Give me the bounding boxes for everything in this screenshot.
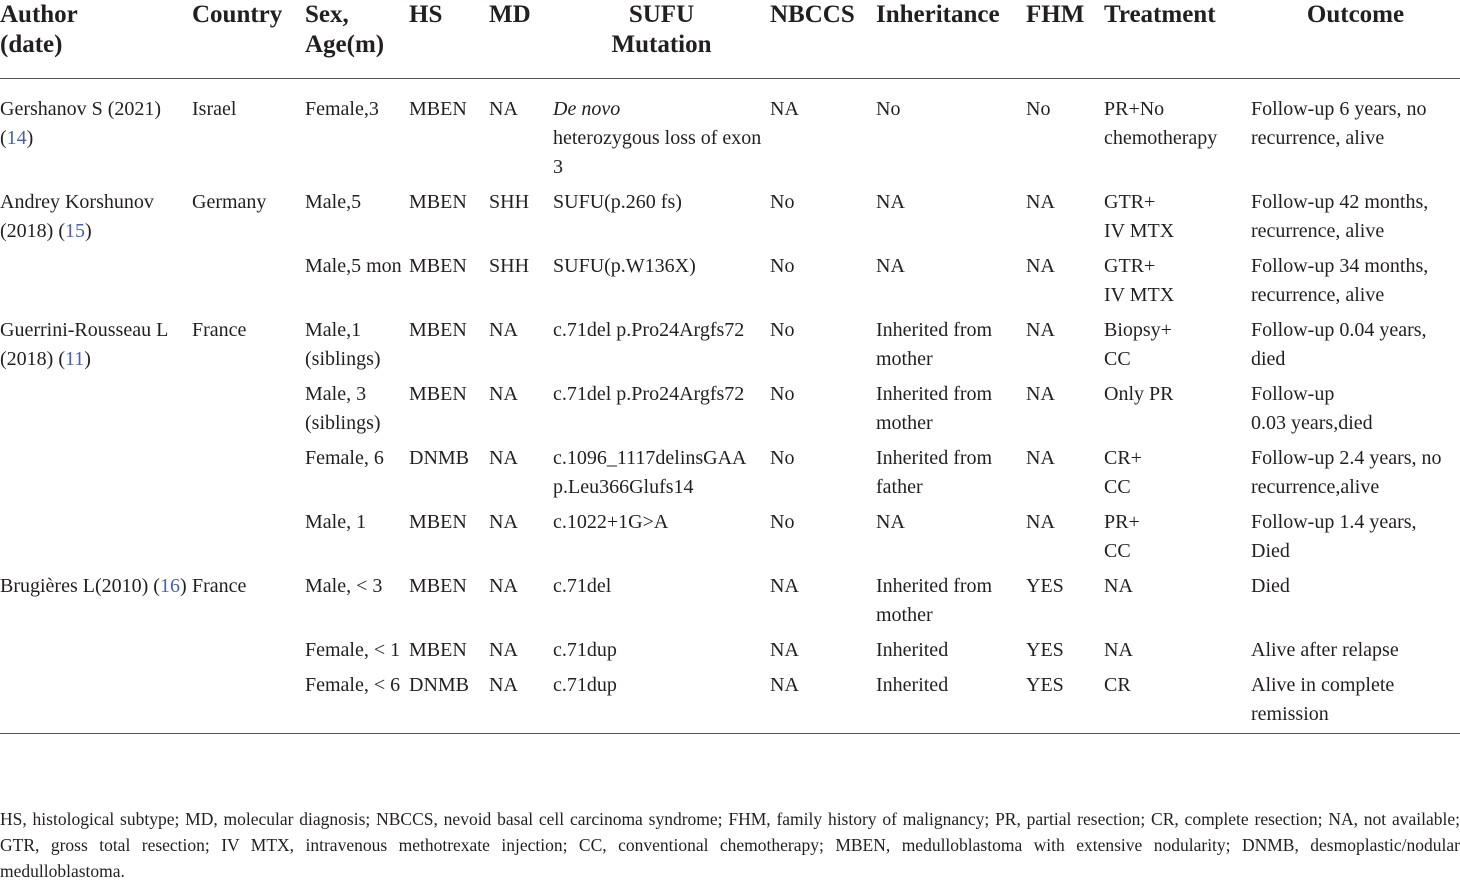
reference-link[interactable]: 15 (65, 220, 85, 242)
cell-sexage: Female,3 (305, 98, 379, 120)
cell-inheritance: Inherited (876, 674, 949, 696)
cell-md: NA (489, 511, 518, 533)
table-row (0, 182, 1460, 246)
cell-author (0, 665, 192, 734)
cell-sufu (553, 79, 770, 183)
cell-country: France (192, 319, 247, 341)
table-row (0, 246, 1460, 310)
cell-md: NA (489, 319, 518, 341)
cell-author: Gershanov S (2021) (14) (0, 98, 162, 149)
table-footnote: HS, histological subtype; MD, molecular diagnosis; NBCCS, nevoid basal cell carcinoma syndrome; FHM, family history of malignancy; PR, partial resection; CR, complete resection; NA, not available; GTR, gross total resection; IV MTX, intravenous methotrexate injection; CC, conventional chemotherapy; MBEN, medulloblastoma with extensive nodularity; DNMB, desmoplastic/nodular medulloblastoma. (0, 809, 1460, 881)
cell-nbccs: No (770, 319, 795, 341)
cell-sexage: Male, < 3 (305, 575, 383, 597)
cell-sexage: Male,5 mon (305, 255, 402, 277)
cell-nbccs: No (770, 447, 795, 469)
cell-sufu: c.1022+1G>A (553, 511, 669, 533)
cell-nbccs: NA (770, 98, 799, 120)
cell-nbccs: No (770, 255, 795, 277)
reference-link[interactable]: 14 (6, 127, 27, 149)
table-row (0, 630, 1460, 665)
header-treatment: Treatment (1104, 1, 1216, 28)
cell-md: NA (489, 383, 518, 405)
header-inheritance: Inheritance (876, 1, 1000, 28)
cell-sufu: c.1096_1117delinsGAA p.Leu366Glufs14 (553, 447, 747, 498)
cell-outcome: Follow-up 2.4 years, no recurrence,alive (1251, 447, 1442, 498)
table-row (0, 566, 1460, 630)
cell-fhm: NA (1026, 383, 1055, 405)
cell-hs: MBEN (409, 511, 467, 533)
header-country: Country (192, 1, 283, 28)
cell-outcome: Follow-up 34 months, recurrence, alive (1251, 255, 1429, 306)
cell-hs: MBEN (409, 191, 467, 213)
cell-treatment: Only PR (1104, 383, 1174, 405)
cell-outcome: Alive in complete remission (1251, 674, 1395, 725)
cell-hs: MBEN (409, 639, 467, 661)
cell-treatment: GTR+ IV MTX (1104, 255, 1175, 306)
cell-md: NA (489, 447, 518, 469)
cell-hs: MBEN (409, 98, 467, 120)
cell-country (192, 246, 305, 310)
cell-fhm: YES (1026, 674, 1064, 696)
cell-country (192, 502, 305, 566)
cell-inheritance: Inherited (876, 639, 949, 661)
cell-outcome: Follow-up 6 years, no recurrence, alive (1251, 98, 1427, 149)
cell-nbccs: No (770, 511, 795, 533)
header-sexage: Sex, Age(m) (305, 1, 385, 58)
cell-treatment: CR+ CC (1104, 447, 1142, 498)
cell-treatment: PR+ CC (1104, 511, 1140, 562)
cell-country: Israel (192, 98, 237, 120)
cell-md: NA (489, 639, 518, 661)
table-body (0, 79, 1460, 734)
cell-author (0, 502, 192, 566)
cell-fhm: NA (1026, 191, 1055, 213)
cell-fhm: NA (1026, 511, 1055, 533)
cell-sexage: Female, 6 (305, 447, 384, 469)
cell-md: NA (489, 98, 518, 120)
table-row (0, 438, 1460, 502)
cell-country: Germany (192, 191, 267, 213)
table-row (0, 374, 1460, 438)
table-row (0, 665, 1460, 734)
cell-inheritance: Inherited from mother (876, 383, 993, 434)
cell-fhm: YES (1026, 575, 1064, 597)
cell-fhm: NA (1026, 319, 1055, 341)
cell-nbccs: NA (770, 674, 799, 696)
header-hs: HS (409, 1, 443, 28)
cell-country: France (192, 575, 247, 597)
cell-fhm: No (1026, 98, 1051, 120)
author-name: Andrey Korshunov (2018) (0, 191, 154, 242)
cell-treatment: PR+No chemotherapy (1104, 98, 1218, 149)
cell-author (0, 374, 192, 438)
header-author: Author (date) (0, 1, 78, 58)
cell-country (192, 665, 305, 734)
cell-author: Guerrini-Rousseau L (2018) (11) (0, 319, 168, 370)
cell-fhm: YES (1026, 639, 1064, 661)
cell-sufu: SUFU(p.260 fs) (553, 191, 682, 213)
header-sufu: SUFU Mutation (611, 1, 712, 58)
header-outcome: Outcome (1306, 1, 1405, 28)
cell-md: NA (489, 575, 518, 597)
cell-inheritance: No (876, 98, 901, 120)
cell-sexage: Male,5 (305, 191, 362, 213)
cell-fhm: NA (1026, 255, 1055, 277)
header-fhm: FHM (1026, 1, 1085, 28)
table-row (0, 310, 1460, 374)
cell-author: Brugières L(2010) (16) (0, 575, 187, 597)
cell-country (192, 630, 305, 665)
cell-treatment: GTR+ IV MTX (1104, 191, 1175, 242)
cell-outcome: Follow-up 42 months, recurrence, alive (1251, 191, 1429, 242)
cell-sufu: c.71dup (553, 674, 617, 696)
cell-outcome: Follow-up 1.4 years, Died (1251, 511, 1417, 562)
reference-link[interactable]: 16 (159, 575, 180, 597)
cell-hs: MBEN (409, 383, 467, 405)
header-row (0, 0, 1460, 79)
cell-inheritance: NA (876, 255, 905, 277)
cell-author: Andrey Korshunov (2018) (15) (0, 191, 154, 242)
cell-country (192, 438, 305, 502)
cell-author (0, 246, 192, 310)
mutation-qualifier: De novo (553, 98, 621, 120)
cell-country (192, 374, 305, 438)
table-row (0, 79, 1460, 183)
cell-inheritance: NA (876, 191, 905, 213)
cell-treatment: Biopsy+ CC (1104, 319, 1172, 370)
cell-sexage: Male, 1 (305, 511, 367, 533)
cell-hs: MBEN (409, 575, 467, 597)
reference-link[interactable]: 11 (65, 348, 85, 370)
cell-treatment: CR (1104, 674, 1131, 696)
cell-md: NA (489, 674, 518, 696)
cell-inheritance: NA (876, 511, 905, 533)
cell-inheritance: Inherited from mother (876, 575, 993, 626)
cell-sexage: Male,1 (siblings) (305, 319, 381, 370)
cell-nbccs: NA (770, 639, 799, 661)
cell-outcome: Follow-up 0.04 years, died (1251, 319, 1427, 370)
cell-sexage: Female, < 1 (305, 639, 401, 661)
cell-sufu: c.71del p.Pro24Argfs72 (553, 319, 745, 341)
cell-md: SHH (489, 191, 530, 213)
cell-inheritance: Inherited from mother (876, 319, 993, 370)
cell-inheritance: Inherited from father (876, 447, 993, 498)
author-name: Gershanov S (2021) (0, 98, 162, 120)
cell-hs: DNMB (409, 447, 470, 469)
cell-outcome: Follow-up 0.03 years,died (1251, 383, 1373, 434)
cell-hs: MBEN (409, 319, 467, 341)
cell-nbccs: No (770, 191, 795, 213)
cell-md: SHH (489, 255, 530, 277)
header-md: MD (489, 1, 531, 28)
cell-fhm: NA (1026, 447, 1055, 469)
cell-treatment: NA (1104, 575, 1133, 597)
cell-nbccs: No (770, 383, 795, 405)
cell-outcome: Died (1251, 575, 1290, 597)
cell-treatment: NA (1104, 639, 1133, 661)
cell-sufu: c.71del p.Pro24Argfs72 (553, 383, 745, 405)
cell-sexage: Female, < 6 (305, 674, 401, 696)
mutation-text: heterozygous loss of exon 3 (553, 127, 762, 178)
table-row (0, 502, 1460, 566)
cell-author (0, 438, 192, 502)
author-name: Guerrini-Rousseau L (2018) (0, 319, 168, 370)
cell-outcome: Alive after relapse (1251, 639, 1399, 661)
cell-sufu: c.71dup (553, 639, 617, 661)
cell-sexage: Male, 3 (siblings) (305, 383, 381, 434)
author-name: Brugières L(2010) (0, 575, 149, 597)
cell-author (0, 630, 192, 665)
cell-hs: MBEN (409, 255, 467, 277)
cell-nbccs: NA (770, 575, 799, 597)
header-nbccs: NBCCS (770, 1, 855, 28)
cell-sufu: c.71del (553, 575, 612, 597)
cell-sufu: SUFU(p.W136X) (553, 255, 696, 277)
cell-hs: DNMB (409, 674, 470, 696)
